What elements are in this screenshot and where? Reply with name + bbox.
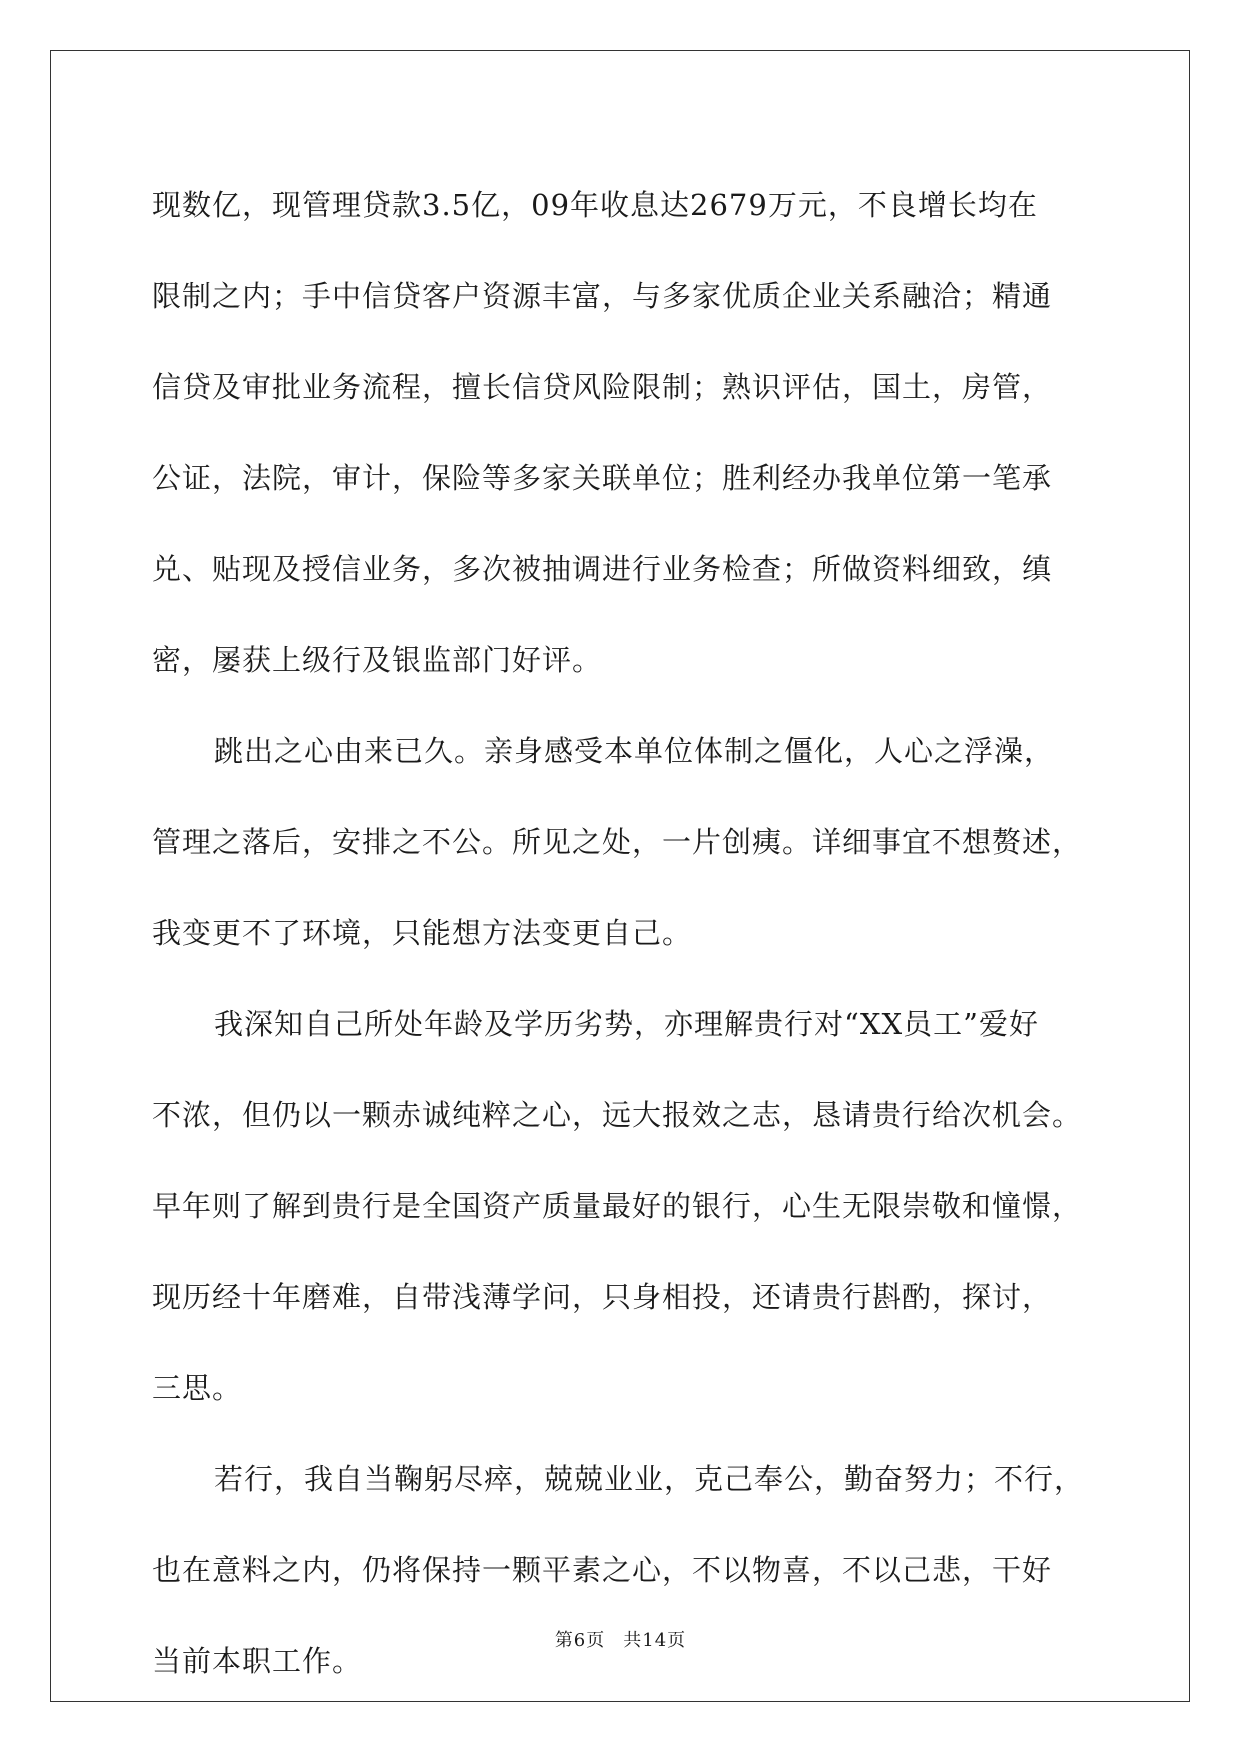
text-line: 早年则了解到贵行是全国资产质量最好的银行，心生无限崇敬和憧憬， xyxy=(152,1189,1083,1223)
text-line: 现历经十年磨难，自带浅薄学问，只身相投，还请贵行斟酌，探讨， xyxy=(152,1280,1053,1314)
document-body xyxy=(152,160,1092,1707)
paragraph-3 xyxy=(152,979,1092,1434)
text-line: 不浓，但仍以一颗赤诚纯粹之心，远大报效之志，恳请贵行给次机会。 xyxy=(152,1098,1083,1132)
paragraph-4 xyxy=(152,1434,1092,1707)
text-line: 我变更不了环境，只能想方法变更自己。 xyxy=(152,916,693,950)
paragraph-1 xyxy=(152,160,1092,706)
text-line: 三思。 xyxy=(152,1371,243,1405)
text-line: 也在意料之内，仍将保持一颗平素之心，不以物喜，不以己悲，干好 xyxy=(152,1553,1053,1587)
text-line: 限制之内；手中信贷客户资源丰富，与多家优质企业关系融洽；精通 xyxy=(152,279,1053,313)
text-line: 现数亿，现管理贷款3.5亿，09年收息达2679万元，不良增长均在 xyxy=(152,188,1038,222)
text-line: 兑、贴现及授信业务，多次被抽调进行业务检查；所做资料细致，缜 xyxy=(152,552,1053,586)
text-line: 管理之落后，安排之不公。所见之处，一片创痍。详细事宜不想赘述， xyxy=(152,825,1083,859)
text-line: 当前本职工作。 xyxy=(152,1644,363,1678)
text-line: 信贷及审批业务流程，擅长信贷风险限制；熟识评估，国土，房管， xyxy=(152,370,1053,404)
page-footer xyxy=(0,1626,1241,1652)
text-line: 跳出之心由来已久。亲身感受本单位体制之僵化，人心之浮澡， xyxy=(214,734,1055,768)
paragraph-2 xyxy=(152,706,1092,979)
page-number: 第6页 xyxy=(554,1630,606,1651)
text-line: 若行，我自当鞠躬尽瘁，兢兢业业，克己奉公，勤奋努力；不行， xyxy=(214,1462,1085,1496)
text-line: 公证，法院，审计，保险等多家关联单位；胜利经办我单位第一笔承 xyxy=(152,461,1053,495)
text-line: 我深知自己所处年龄及学历劣势，亦理解贵行对“XX员工”爱好 xyxy=(214,1007,1039,1041)
text-line: 密，屡获上级行及银监部门好评。 xyxy=(152,643,603,677)
page-total: 共14页 xyxy=(623,1630,687,1651)
